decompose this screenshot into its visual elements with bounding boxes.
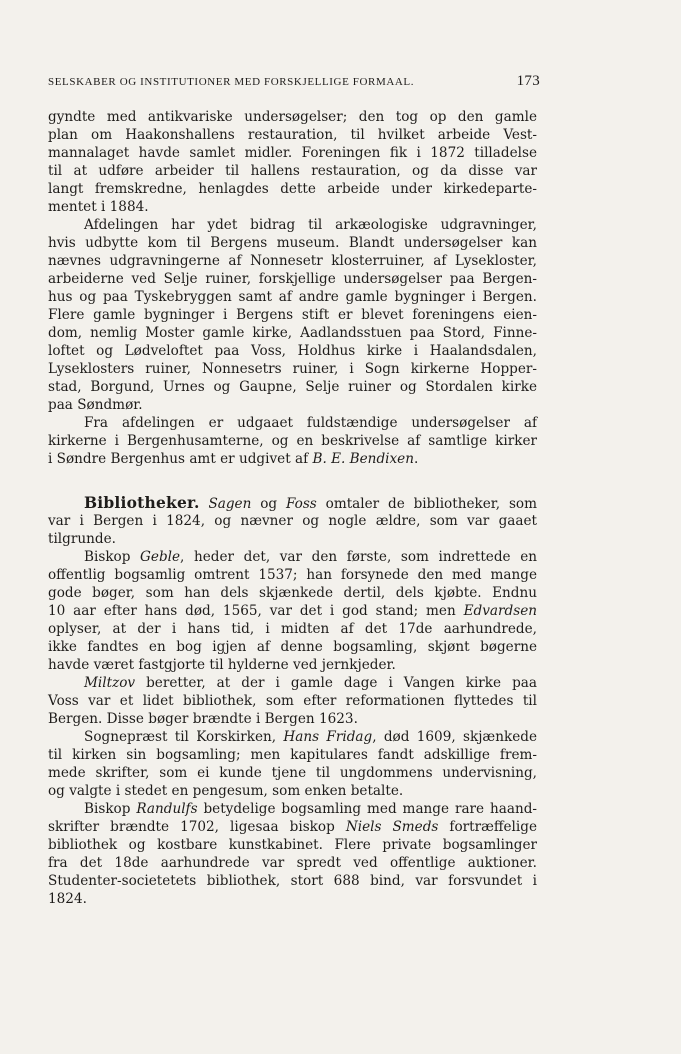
text-line: hvis udbytte kom til Bergens museum. Blandt undersøgelser kan [48,235,537,251]
text-line: i Søndre Bergenhus amt er udgivet af B. E. Bendixen. [48,451,419,467]
text-line: Voss var et lidet bibliothek, som efter reformationen flyttedes til [48,693,537,709]
text-line: til kirken sin bogsamling; men kapitulares fandt adskillige frem- [48,747,537,763]
text-line: 1824. [48,891,87,907]
text-line: Lyseklosters ruiner, Nonnesetrs ruiner, i Sogn kirkerne Hopper- [48,361,537,377]
text-line: dom, nemlig Moster gamle kirke, Aadlandsstuen paa Stord, Finne- [48,325,537,341]
text-line: oplyser, at der i hans tid, i midten af det 17de aarhundrede, [48,621,537,637]
section-heading-line: Bibliotheker. Sagen og Foss omtaler de bibliotheker, som [84,493,538,512]
text-line: Biskop Randulfs betydelige bogsamling med mange rare haand- [84,801,537,817]
text-line: kirkerne i Bergenhusamterne, og en beskrivelse af samtlige kirker [48,433,537,449]
text-line: nævnes udgravningerne af Nonnesetr klosterruiner, af Lysekloster, [48,253,537,269]
text-line: tilgrunde. [48,531,116,547]
text-line: havde været fastgjorte til hylderne ved jernkjeder. [48,657,396,673]
text-line: var i Bergen i 1824, og nævner og nogle ældre, som var gaaet [48,513,537,529]
running-header-title: SELSKABER OG INSTITUTIONER MED FORSKJELLIGE FORMAAL. [48,76,415,88]
text-line: Bergen. Disse bøger brændte i Bergen 1623. [48,711,358,727]
text-line: Afdelingen har ydet bidrag til arkæologiske udgravninger, [84,217,537,233]
text-line: stad, Borgund, Urnes og Gaupne, Selje ruiner og Stordalen kirke [48,379,537,395]
text-line: Sognepræst til Korskirken, Hans Fridag, død 1609, skjænkede [84,729,537,745]
text-line: og valgte i stedet en pengesum, som enken betalte. [48,783,404,799]
text-line: offentlig bogsamlig omtrent 1537; han forsynede den med mange [48,567,537,583]
text-line: fra det 18de aarhundrede var spredt ved offentlige auktioner. [48,855,537,871]
text-line: hus og paa Tyskebryggen samt af andre gamle bygninger i Bergen. [48,289,537,305]
text-line: paa Søndmør. [48,397,143,413]
text-line: ikke fandtes en bog igjen af denne bogsamling, skjønt bøgerne [48,639,537,655]
page-number: 173 [516,73,540,89]
text-line: mede skrifter, som ei kunde tjene til ungdommens undervisning, [48,765,537,781]
text-line: mentet i 1884. [48,199,149,215]
text-line: langt fremskredne, henlagdes dette arbeide under kirkedeparte- [48,181,537,197]
text-line: bibliothek og kostbare kunstkabinet. Flere private bogsamlinger [48,837,537,853]
text-line: loftet og Lødveloftet paa Voss, Holdhus kirke i Haalandsdalen, [48,343,537,359]
text-line: til at udføre arbeider til hallens restauration, og da disse var [48,163,537,179]
section-heading: Bibliotheker. [84,493,200,512]
text-line: Miltzov beretter, at der i gamle dage i Vangen kirke paa [84,675,537,691]
text-line: gyndte med antikvariske undersøgelser; den tog op den gamle [48,109,537,125]
text-line: skrifter brændte 1702, ligesaa biskop Niels Smeds fortræffelige [48,819,538,835]
text-line: mannalaget havde samlet midler. Foreningen fik i 1872 tilladelse [48,145,537,161]
text-line: Biskop Geble, heder det, var den første, som indrettede en [84,549,537,565]
text-line: Fra afdelingen er udgaaet fuldstændige undersøgelser af [84,415,537,431]
text-line: gode bøger, som han dels skjænkede dertil, dels kjøbte. Endnu [48,585,537,601]
text-line: plan om Haakonshallens restauration, til hvilket arbeide Vest- [48,127,537,143]
text-line: Flere gamle bygninger i Bergens stift er blevet foreningens eien- [48,307,537,323]
running-header [48,74,540,94]
text-line: Studenter-societetets bibliothek, stort 688 bind, var forsvundet i [48,873,537,889]
text-line: 10 aar efter hans død, 1565, var det i god stand; men Edvardsen [48,603,537,619]
text-line: arbeiderne ved Selje ruiner, forskjellige undersøgelser paa Bergen- [48,271,537,287]
